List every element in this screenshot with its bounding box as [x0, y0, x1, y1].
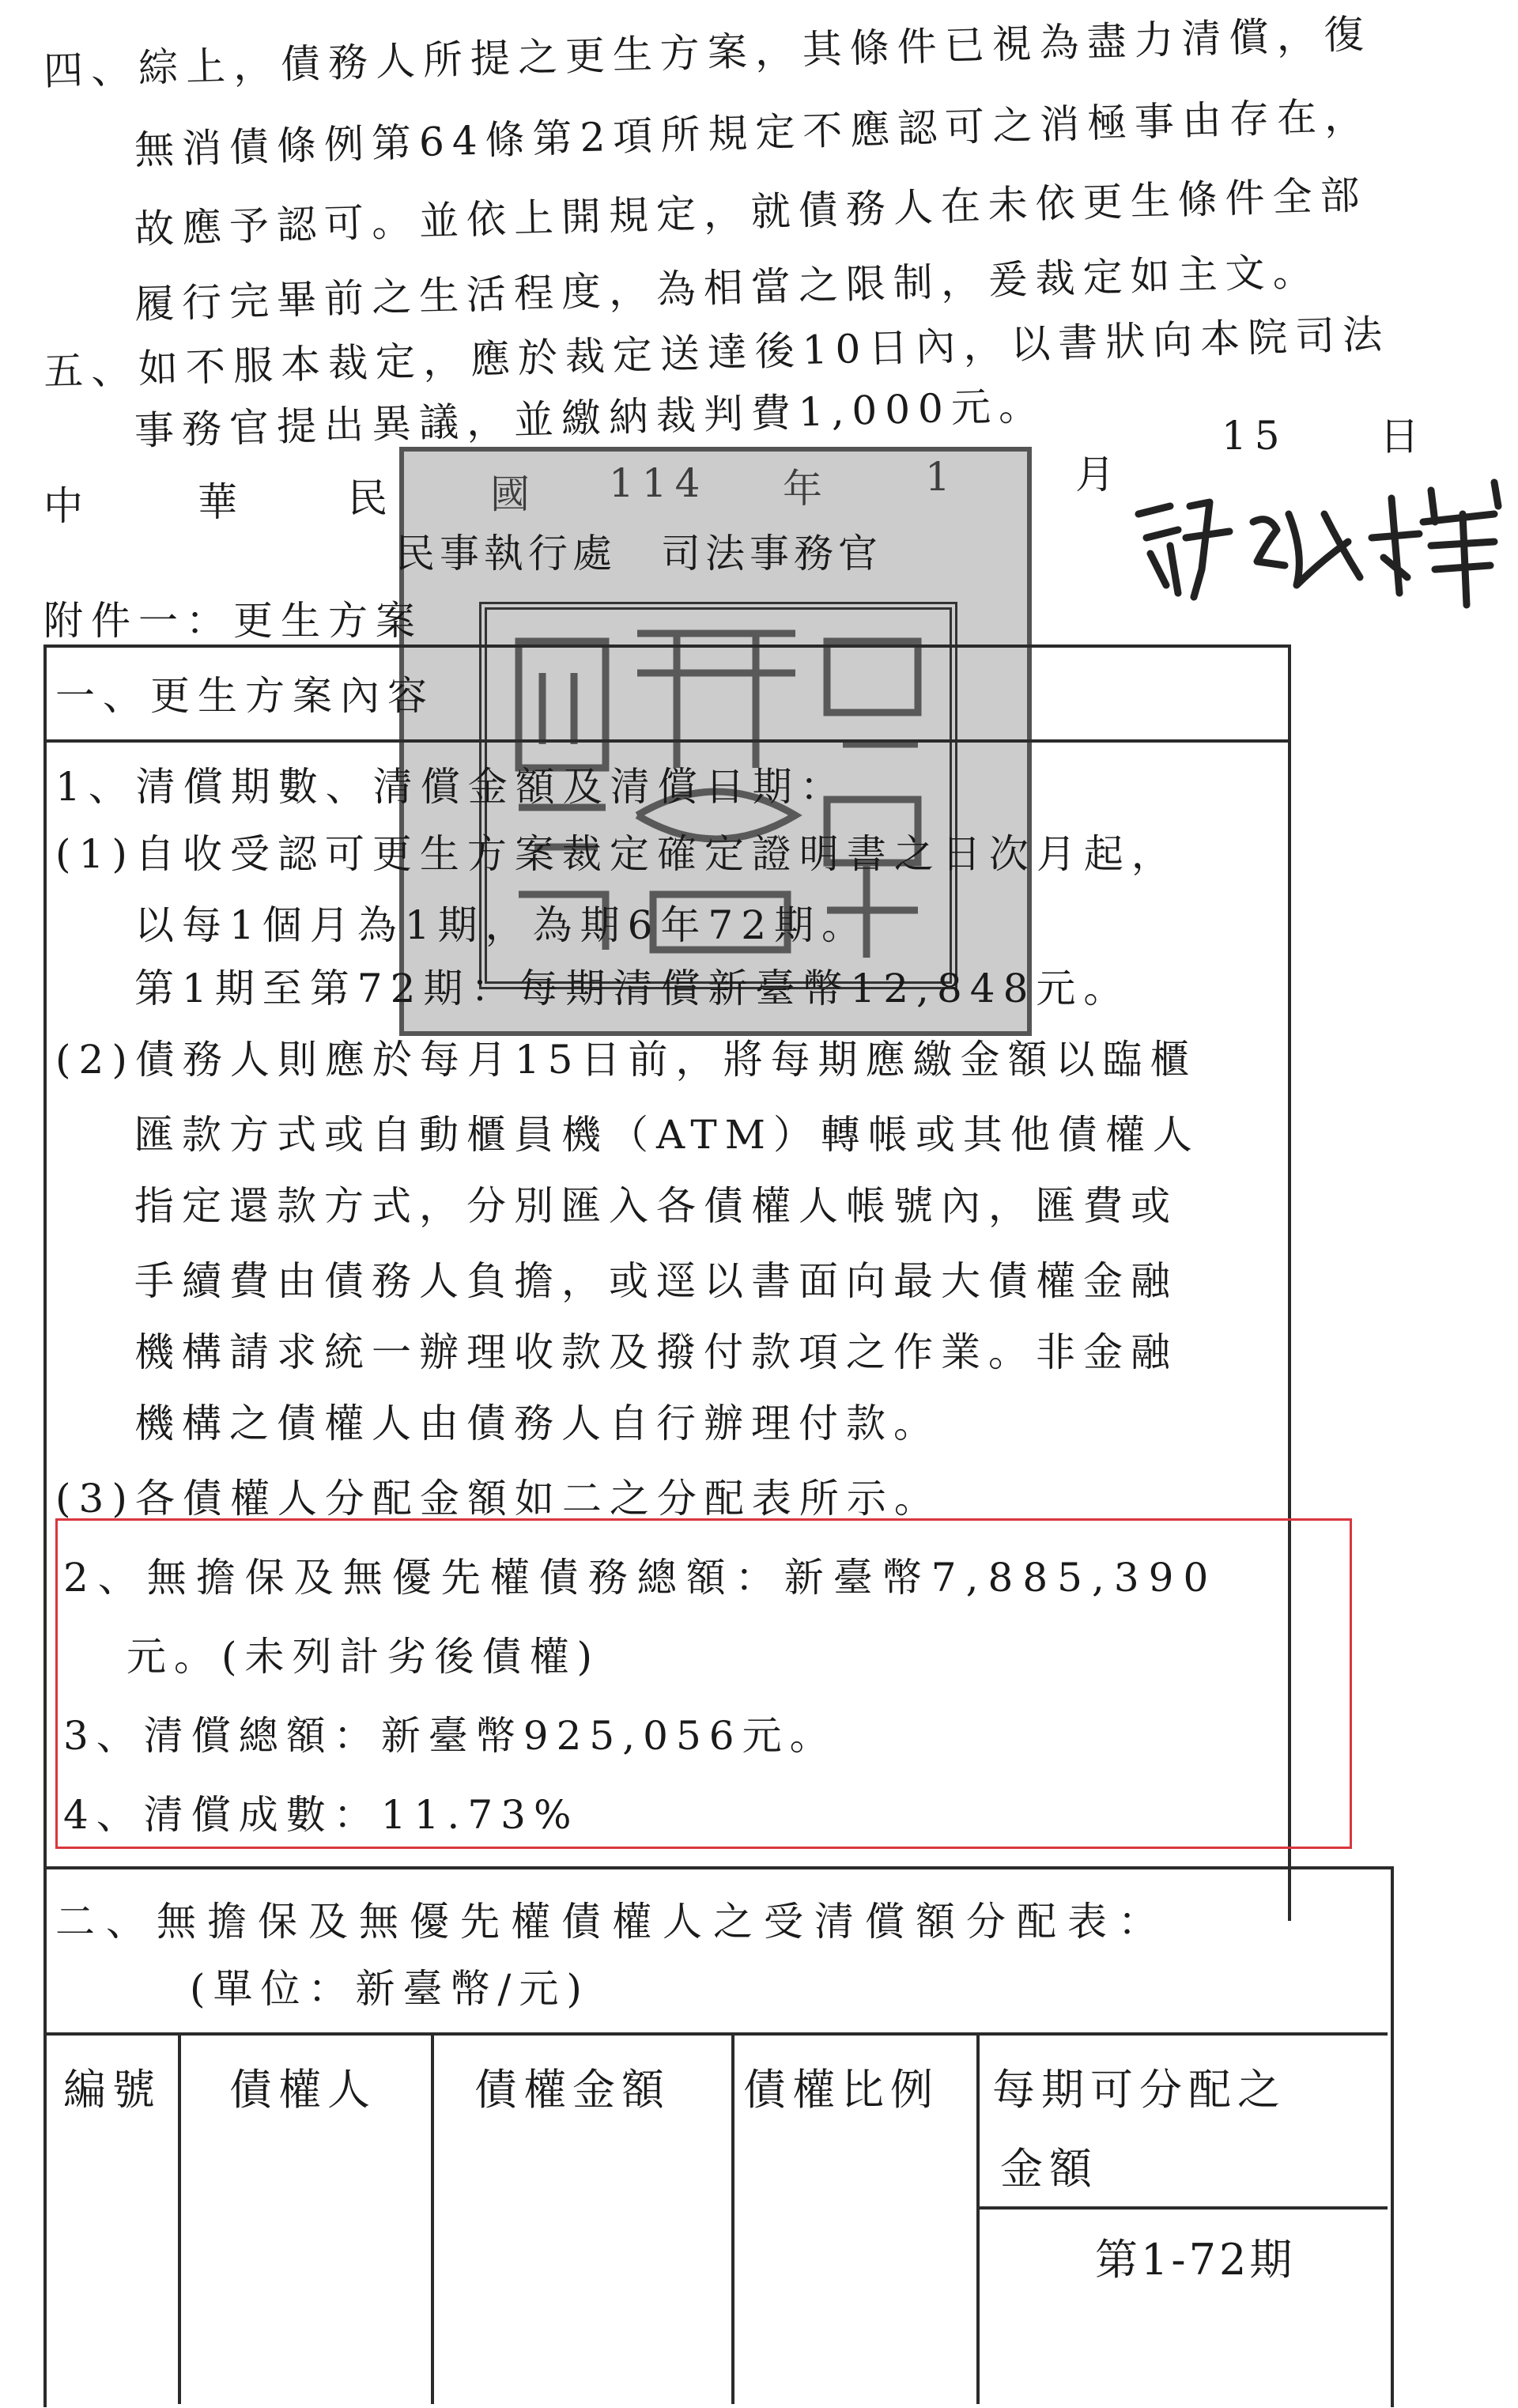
date-char: 日	[1380, 414, 1427, 459]
item-1-2-b: 匯款方式或自動櫃員機（ATM）轉帳或其他債權人	[134, 1112, 1200, 1158]
item-1: 1、清償期數、清償金額及清償日期：	[55, 764, 848, 810]
distribution-frame	[43, 1866, 1394, 2407]
signature-graphic	[1123, 467, 1510, 609]
paragraph-5-line-2: 事務官提出異議，並繳納裁判費1,000元。	[134, 382, 1047, 454]
attachment-title: 附件一：更生方案	[43, 598, 423, 644]
handwritten-signature	[1123, 467, 1510, 609]
item-1-2-e: 機構請求統一辦理收款及撥付款項之作業。非金融	[134, 1329, 1178, 1375]
item-1-2-c: 指定還款方式，分別匯入各債權人帳號內，匯費或	[134, 1183, 1178, 1229]
item-1-1-c: 第1期至第72期：每期清償新臺幣12,848元。	[134, 966, 1131, 1011]
table-sub-header-border	[976, 2206, 1388, 2210]
item-2-a: 2、無擔保及無優先權債務總額：新臺幣7,885,390	[63, 1555, 1218, 1601]
item-1-2-a: (2)債務人則應於每月15日前，將每期應繳金額以臨櫃	[55, 1037, 1198, 1083]
date-char: 中	[43, 483, 91, 529]
date-char: 民	[348, 475, 395, 521]
section-1-heading: 一、更生方案內容	[55, 673, 435, 719]
paragraph-4-line-4: 履行完畢前之生活程度，為相當之限制，爰裁定如主文。	[134, 248, 1321, 327]
table-header-allocation-2: 金額	[1000, 2144, 1098, 2194]
office-line: 民事執行處 司法事務官	[395, 531, 882, 576]
table-top-border	[43, 2032, 1388, 2036]
date-char: 年	[783, 466, 830, 512]
table-col-divider	[178, 2032, 181, 2404]
item-1-1-a: (1)自收受認可更生方案裁定確定證明書之日次月起，	[55, 831, 1179, 877]
table-header-number: 編號	[63, 2065, 161, 2115]
item-1-2-f: 機構之債權人由債務人自行辦理付款。	[134, 1401, 941, 1446]
item-1-2-d: 手續費由債務人負擔，或逕以書面向最大債權金融	[134, 1258, 1178, 1304]
table-col-divider	[976, 2032, 980, 2404]
table-header-allocation: 每期可分配之	[992, 2065, 1286, 2115]
item-2-b: 元。(未列計劣後債權)	[126, 1634, 601, 1680]
paragraph-4-line-2: 無消債條例第64條第2項所規定不應認可之消極事由存在，	[134, 93, 1373, 173]
date-char: 華	[198, 479, 245, 525]
date-year: 114	[609, 460, 708, 506]
item-1-3: (3)各債權人分配金額如二之分配表所示。	[55, 1476, 942, 1522]
table-col-divider	[431, 2032, 434, 2404]
date-day: 15	[1222, 413, 1288, 459]
item-3: 3、清償總額：新臺幣925,056元。	[63, 1713, 837, 1759]
section-2-unit: (單位：新臺幣/元)	[190, 1966, 590, 2012]
table-header-amount: 債權金額	[474, 2065, 670, 2115]
paragraph-4-line-3: 故應予認可。並依上開規定，就債務人在未依更生條件全部	[134, 172, 1369, 252]
heading-divider	[43, 739, 1289, 743]
date-char: 月	[1075, 452, 1123, 497]
item-1-1-b: 以每1個月為1期，為期6年72期。	[134, 902, 870, 948]
table-period-label: 第1-72期	[1095, 2235, 1296, 2285]
paragraph-4-line-1: 四、綜上，債務人所提之更生方案，其條件已視為盡力清償，復	[43, 11, 1373, 94]
item-4: 4、清償成數：11.73%	[63, 1792, 580, 1838]
table-header-ratio: 債權比例	[743, 2065, 939, 2115]
table-header-creditor: 債權人	[229, 2065, 376, 2115]
date-char: 國	[490, 471, 538, 517]
section-2-heading: 二、無擔保及無優先權債權人之受清償額分配表：	[55, 1899, 1169, 1945]
paragraph-5-line-1: 五、如不服本裁定，應於裁定送達後10日內，以書狀向本院司法	[43, 311, 1391, 395]
table-col-divider	[731, 2032, 734, 2404]
date-month: 1	[925, 454, 958, 500]
